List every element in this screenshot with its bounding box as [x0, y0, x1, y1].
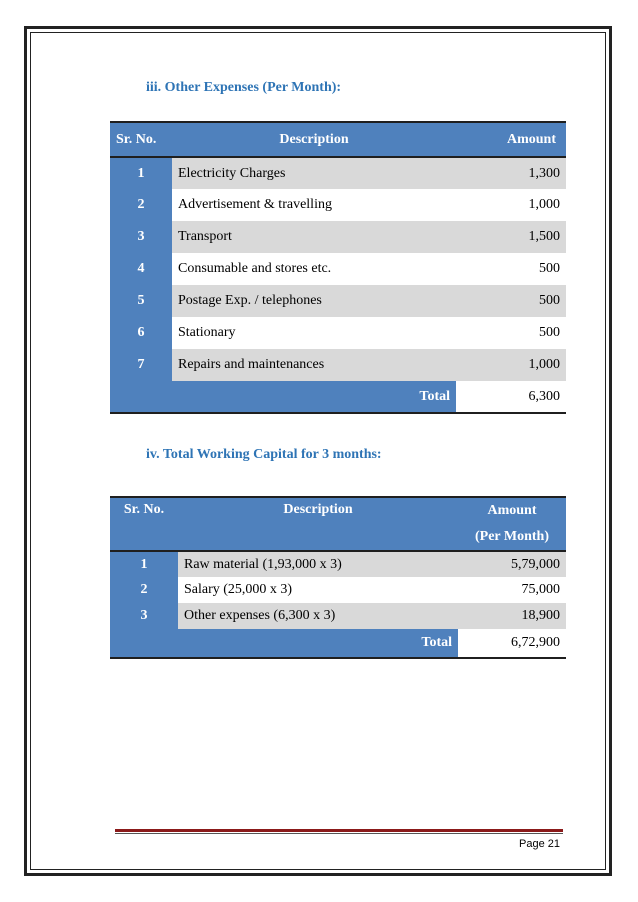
- footer-rule: [115, 829, 563, 832]
- total-row: [110, 381, 566, 413]
- col-header-sr-no: Sr. No.: [110, 497, 178, 551]
- row-sr: 3: [110, 603, 178, 629]
- amount-header-line2: (Per Month): [475, 529, 549, 544]
- working-capital-heading: iv. Total Working Capital for 3 months:: [146, 447, 382, 462]
- table-row: [110, 253, 566, 285]
- total-row: [110, 629, 566, 658]
- total-label: Total: [110, 629, 458, 658]
- row-description: Advertisement & travelling: [178, 197, 332, 212]
- other-expenses-table: [110, 121, 566, 414]
- table-row: [110, 577, 566, 603]
- table-row: [110, 349, 566, 381]
- table-row: [110, 551, 566, 577]
- row-description: Repairs and maintenances: [172, 349, 456, 381]
- row-sr: 3: [110, 221, 172, 253]
- row-sr: 5: [110, 285, 172, 317]
- row-amount: 500: [539, 261, 560, 276]
- table-row: [110, 189, 566, 221]
- total-value: 6,300: [456, 381, 566, 413]
- row-sr: 4: [110, 253, 172, 285]
- row-sr: 2: [110, 189, 172, 221]
- table-row: [110, 157, 566, 189]
- col-header-description: Description: [178, 497, 458, 551]
- row-amount: 18,900: [458, 603, 566, 629]
- row-description: Other expenses (6,300 x 3): [178, 603, 458, 629]
- row-description: Raw material (1,93,000 x 3): [178, 551, 458, 577]
- amount-header-line1: Amount: [487, 503, 537, 518]
- table-row: [110, 317, 566, 349]
- row-description: Consumable and stores etc.: [178, 261, 332, 276]
- footer-rule-thin: [115, 833, 563, 834]
- row-sr: 1: [110, 157, 172, 189]
- row-amount: 5,79,000: [458, 551, 566, 577]
- row-sr: 7: [110, 349, 172, 381]
- total-label: Total: [110, 381, 456, 413]
- row-amount: 1,500: [456, 221, 566, 253]
- col-header-sr-no: Sr. No.: [110, 122, 172, 157]
- table-row: [110, 285, 566, 317]
- row-description: Transport: [172, 221, 456, 253]
- col-header-description: Description: [172, 122, 456, 157]
- table-header-row: [110, 497, 566, 551]
- row-description: Electricity Charges: [172, 157, 456, 189]
- row-amount: 1,000: [456, 349, 566, 381]
- col-header-amount: Amount: [456, 122, 566, 157]
- row-description: Salary (25,000 x 3): [184, 582, 293, 597]
- row-description: Postage Exp. / telephones: [172, 285, 456, 317]
- row-amount: 75,000: [521, 582, 560, 597]
- row-sr: 1: [110, 551, 178, 577]
- page-number: Page 21: [519, 838, 560, 850]
- working-capital-table: [110, 496, 566, 659]
- other-expenses-heading: iii. Other Expenses (Per Month):: [146, 80, 342, 95]
- table-header-row: [110, 122, 566, 157]
- row-amount: 500: [456, 285, 566, 317]
- total-value: 6,72,900: [458, 629, 566, 658]
- row-sr: 6: [110, 317, 172, 349]
- row-description: Stationary: [178, 325, 236, 340]
- row-amount: 1,300: [456, 157, 566, 189]
- row-amount: 500: [539, 325, 560, 340]
- row-sr: 2: [110, 577, 178, 603]
- row-amount: 1,000: [528, 197, 560, 212]
- col-header-amount: [458, 497, 566, 551]
- table-row: [110, 603, 566, 629]
- table-row: [110, 221, 566, 253]
